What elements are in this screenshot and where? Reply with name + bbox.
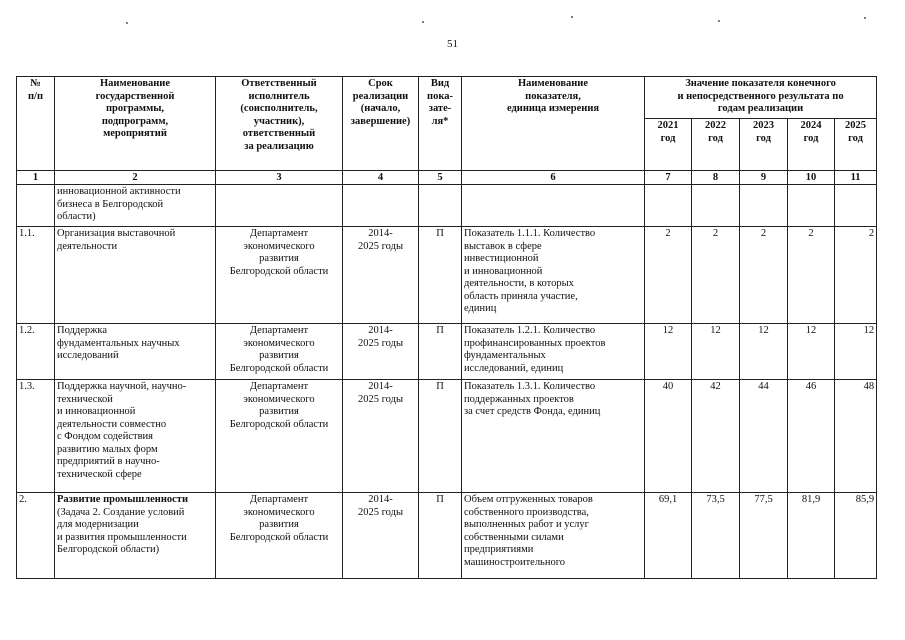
row-indicator: Объем отгруженных товаров собственного производства, выполненных работ и услуг собственными силами предприятиями машиностроительного: [462, 493, 645, 579]
row-responsible: [216, 185, 343, 227]
row-kind: П: [419, 324, 462, 380]
row-name-title: Развитие промышленности: [57, 494, 189, 505]
row-num: [17, 185, 55, 227]
header-indicator: Наименование показателя, единица измерения: [462, 77, 645, 171]
row-value-2023: 12: [740, 324, 788, 380]
header-year-2024: 2024 год: [788, 119, 835, 171]
row-indicator: Показатель 1.1.1. Количество выставок в сфере инвестиционной и инновационной деятельности, в которых область приняла участие, единиц: [462, 227, 645, 324]
row-name: Поддержка научной, научно- технической и инновационной деятельности совместно с Фондом содействия развитию малых форм предприятий в научно- технической сфере: [55, 380, 216, 493]
row-value-2022: 12: [692, 324, 740, 380]
indicator-table: [16, 76, 877, 579]
row-name: Организация выставочной деятельности: [55, 227, 216, 324]
row-value-2024: [788, 185, 835, 227]
row-value-2024: 81,9: [788, 493, 835, 579]
header-kind: Вид пока- зате- ля*: [419, 77, 462, 171]
row-value-2021: 12: [645, 324, 692, 380]
row-num: 2.: [17, 493, 55, 579]
column-number: 9: [740, 171, 788, 185]
row-name: инновационной активности бизнеса в Белгородской области): [55, 185, 216, 227]
row-indicator: Показатель 1.2.1. Количество профинансированных проектов фундаментальных исследований, единиц: [462, 324, 645, 380]
column-number: 6: [462, 171, 645, 185]
row-term: 2014- 2025 годы: [343, 227, 419, 324]
column-number: 4: [343, 171, 419, 185]
row-value-2024: 2: [788, 227, 835, 324]
row-num: 1.1.: [17, 227, 55, 324]
row-name: Поддержка фундаментальных научных исследований: [55, 324, 216, 380]
row-indicator: Показатель 1.3.1. Количество поддержанных проектов за счет средств Фонда, единиц: [462, 380, 645, 493]
row-value-2025: 48: [835, 380, 877, 493]
row-value-2025: 85,9: [835, 493, 877, 579]
row-value-2025: 12: [835, 324, 877, 380]
row-value-2021: 2: [645, 227, 692, 324]
row-value-2024: 46: [788, 380, 835, 493]
table-row: [17, 185, 877, 227]
row-value-2024: 12: [788, 324, 835, 380]
row-kind: П: [419, 493, 462, 579]
row-value-2022: 2: [692, 227, 740, 324]
row-value-2025: [835, 185, 877, 227]
column-number: 1: [17, 171, 55, 185]
scan-speck: [422, 21, 424, 23]
row-responsible: Департамент экономического развития Белгородской области: [216, 380, 343, 493]
row-num: 1.3.: [17, 380, 55, 493]
page-number: 51: [447, 38, 458, 50]
header-values-group: Значение показателя конечного и непосредственного результата по годам реализации: [645, 77, 877, 119]
column-number: 11: [835, 171, 877, 185]
row-name: Развитие промышленности (Задача 2. Создание условий для модернизации и развития промышленности Белгородской области): [55, 493, 216, 579]
scan-speck: [718, 20, 720, 22]
header-year-2021: 2021 год: [645, 119, 692, 171]
header-year-2025: 2025 год: [835, 119, 877, 171]
row-value-2021: 69,1: [645, 493, 692, 579]
scan-speck: [864, 17, 866, 19]
scan-speck: [571, 16, 573, 18]
row-value-2023: 2: [740, 227, 788, 324]
table-row: [17, 324, 877, 380]
table-row: [17, 227, 877, 324]
row-num: 1.2.: [17, 324, 55, 380]
table-row: [17, 380, 877, 493]
row-responsible: Департамент экономического развития Белгородской области: [216, 324, 343, 380]
row-value-2023: 44: [740, 380, 788, 493]
column-number: 8: [692, 171, 740, 185]
row-kind: П: [419, 227, 462, 324]
header-num: № п/п: [17, 77, 55, 171]
column-number-row: [17, 171, 877, 185]
column-number: 5: [419, 171, 462, 185]
row-value-2023: [740, 185, 788, 227]
row-term: 2014- 2025 годы: [343, 324, 419, 380]
row-term: 2014- 2025 годы: [343, 380, 419, 493]
column-number: 3: [216, 171, 343, 185]
header-year-2022: 2022 год: [692, 119, 740, 171]
row-value-2022: 73,5: [692, 493, 740, 579]
header-term: Срок реализации (начало, завершение): [343, 77, 419, 171]
header-year-2023: 2023 год: [740, 119, 788, 171]
column-number: 7: [645, 171, 692, 185]
row-value-2021: 40: [645, 380, 692, 493]
row-value-2021: [645, 185, 692, 227]
row-indicator: [462, 185, 645, 227]
row-kind: [419, 185, 462, 227]
row-responsible: Департамент экономического развития Белгородской области: [216, 493, 343, 579]
column-number: 2: [55, 171, 216, 185]
row-value-2025: 2: [835, 227, 877, 324]
column-number: 10: [788, 171, 835, 185]
row-term: [343, 185, 419, 227]
row-value-2022: 42: [692, 380, 740, 493]
header-responsible: Ответственный исполнитель (соисполнитель, участник), ответственный за реализацию: [216, 77, 343, 171]
row-value-2022: [692, 185, 740, 227]
row-kind: П: [419, 380, 462, 493]
row-value-2023: 77,5: [740, 493, 788, 579]
row-term: 2014- 2025 годы: [343, 493, 419, 579]
row-responsible: Департамент экономического развития Белгородской области: [216, 227, 343, 324]
scan-speck: [126, 22, 128, 24]
table-row: [17, 493, 877, 579]
header-name: Наименование государственной программы, подпрограмм, мероприятий: [55, 77, 216, 171]
